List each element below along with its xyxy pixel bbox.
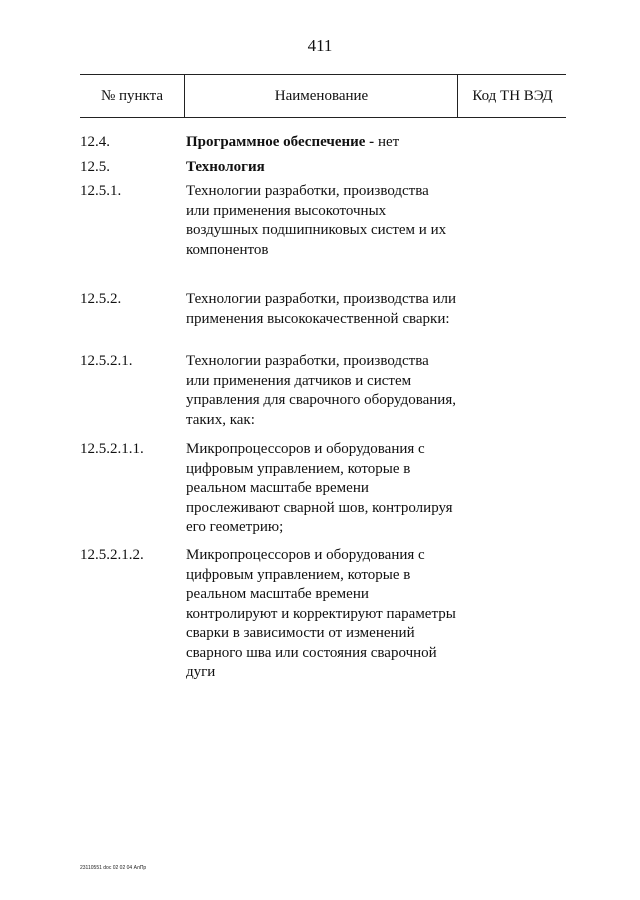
header-number-column: № пункта — [100, 88, 164, 104]
row-bold-text: Технология — [186, 159, 265, 175]
row-text: Микропроцессоров и оборудования с цифровым управлением, которые в реальном масштабе времени контролируют и корректируют параметры сварки в зависимости от изменений сварного шва или состояния сварочной дуги — [186, 547, 456, 680]
table-row — [80, 133, 566, 158]
table-header — [80, 74, 566, 118]
row-text: Микропроцессоров и оборудования с цифровым управлением, которые в реальном масштабе времени прослеживают сварной шов, контролируя его геометрию; — [186, 441, 453, 535]
row-plain-text: нет — [374, 134, 400, 150]
row-number: 12.5.1. — [80, 183, 122, 199]
header-code-column: Код ТН ВЭД — [457, 75, 567, 117]
footer-document-code: 23110551 doc 02 02 04 АлПр — [80, 865, 147, 871]
header-name-column: Наименование — [184, 75, 458, 117]
table-row — [80, 182, 566, 290]
row-number: 12.5.2.1.1. — [80, 441, 144, 457]
row-bold-text: Программное обеспечение - — [186, 134, 375, 150]
table-row — [80, 290, 566, 352]
row-number: 12.4. — [80, 134, 110, 150]
table-row — [80, 158, 566, 182]
page-number: 411 — [307, 36, 333, 55]
row-number: 12.5.2. — [80, 291, 122, 307]
table-row — [80, 352, 566, 440]
row-text: Технологии разработки, производства или применения высокоточных воздушных подшипниковых систем и их компонентов — [186, 183, 447, 258]
row-number: 12.5.2.1. — [80, 353, 133, 369]
table-row — [80, 546, 566, 686]
table-row — [80, 440, 566, 546]
row-number: 12.5. — [80, 159, 110, 175]
row-number: 12.5.2.1.2. — [80, 547, 144, 563]
row-text: Технологии разработки, производства или применения датчиков и систем управления для сварочного оборудования, таких, как: — [186, 353, 456, 428]
table-body — [80, 133, 566, 686]
row-text — [186, 133, 456, 153]
row-text: Технологии разработки, производства или применения высококачественной сварки: — [186, 291, 457, 327]
